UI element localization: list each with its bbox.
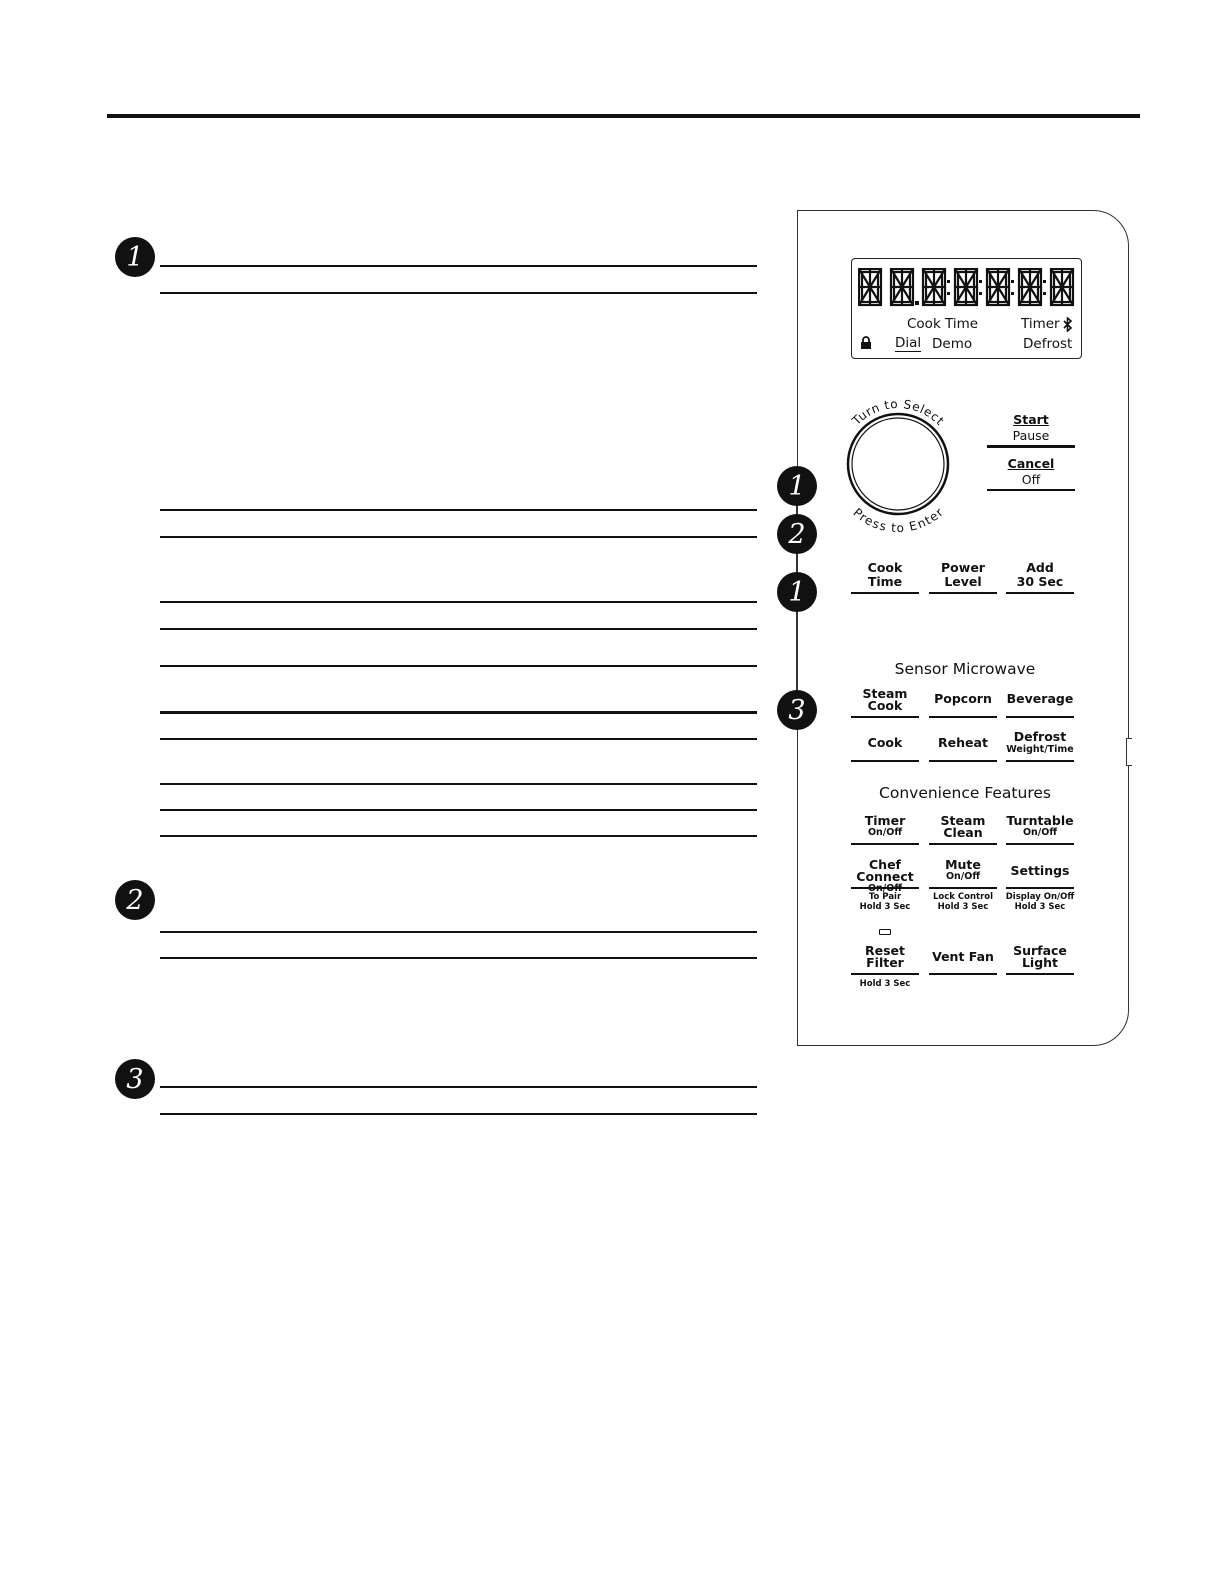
reheat-line xyxy=(929,760,997,762)
panel-marker-3: 3 xyxy=(777,690,817,730)
section-1-marker: 1 xyxy=(115,237,155,277)
lcd-demo: Demo xyxy=(932,336,973,352)
cancel-off-line xyxy=(987,489,1075,491)
panel-marker-1: 1 xyxy=(777,466,817,506)
steam-cook-button[interactable]: Steam Cook xyxy=(862,686,908,713)
table-rule xyxy=(160,835,757,837)
cook-time-line xyxy=(851,592,919,594)
panel-notch xyxy=(1126,738,1132,766)
table-rule xyxy=(160,292,757,294)
settings-line xyxy=(1006,887,1074,889)
bluetooth-icon xyxy=(1062,317,1073,332)
svg-text:Turn to Select xyxy=(849,397,947,429)
reset-filter-line xyxy=(851,973,919,975)
mute-line xyxy=(929,887,997,889)
dial-bottom-label: Press to Enter xyxy=(850,505,946,536)
add-30-sec-line xyxy=(1006,592,1074,594)
table-rule xyxy=(160,601,757,603)
settings-button[interactable]: Settings xyxy=(1010,863,1070,878)
steam-clean-line xyxy=(929,843,997,845)
lcd-dial: Dial xyxy=(895,335,922,351)
cook-button[interactable]: Cook xyxy=(867,735,903,750)
surface-light-button[interactable]: Surface Light xyxy=(1013,943,1067,970)
lcd-timer: Timer xyxy=(1021,316,1060,332)
cook-time-button[interactable]: Cook Time xyxy=(867,560,903,589)
lcd-defrost: Defrost xyxy=(1023,336,1073,352)
table-rule xyxy=(160,738,757,740)
steam-cook-line xyxy=(851,716,919,718)
lock-icon xyxy=(860,336,872,349)
table-rule xyxy=(160,957,757,959)
section-2-marker: 2 xyxy=(115,880,155,920)
table-rule xyxy=(160,1113,757,1115)
header-rule xyxy=(107,114,1140,118)
table-rule xyxy=(160,509,757,511)
power-level-line xyxy=(929,592,997,594)
vent-fan-button[interactable]: Vent Fan xyxy=(932,949,994,964)
table-rule xyxy=(160,1086,757,1088)
chef-connect-line xyxy=(851,887,919,889)
segment-digits xyxy=(858,268,1078,308)
dial-top-label: Turn to Select xyxy=(849,396,947,428)
defrost-line xyxy=(1006,760,1074,762)
cancel-off-button[interactable]: Cancel Off xyxy=(1007,456,1055,487)
mute-hint: Lock Control Hold 3 Sec xyxy=(932,892,994,912)
sensor-microwave-heading: Sensor Microwave xyxy=(894,660,1036,678)
mute-button[interactable]: Mute On/Off xyxy=(945,857,981,882)
turntable-line xyxy=(1006,843,1074,845)
timer-button[interactable]: Timer On/Off xyxy=(864,813,906,838)
reset-filter-button[interactable]: Reset Filter xyxy=(865,943,905,970)
beverage-line xyxy=(1006,716,1074,718)
power-level-button[interactable]: Power Level xyxy=(941,560,985,589)
lcd-cook-time: Cook Time xyxy=(907,316,979,332)
table-rule xyxy=(160,931,757,933)
table-rule xyxy=(160,665,757,667)
cook-line xyxy=(851,760,919,762)
start-pause-button[interactable]: Start Pause xyxy=(1012,412,1050,443)
chef-connect-hint: To Pair Hold 3 Sec xyxy=(859,892,911,912)
table-rule xyxy=(160,783,757,785)
add-30-sec-button[interactable]: Add 30 Sec xyxy=(1016,560,1064,589)
settings-hint: Display On/Off Hold 3 Sec xyxy=(1005,892,1075,912)
timer-line xyxy=(851,843,919,845)
surface-light-line xyxy=(1006,973,1074,975)
reheat-button[interactable]: Reheat xyxy=(938,735,988,750)
beverage-button[interactable]: Beverage xyxy=(1006,691,1074,706)
popcorn-line xyxy=(929,716,997,718)
turntable-button[interactable]: Turntable On/Off xyxy=(1006,813,1074,838)
vent-fan-line xyxy=(929,973,997,975)
reset-filter-hint: Hold 3 Sec xyxy=(859,979,911,989)
start-pause-line xyxy=(987,445,1075,448)
steam-clean-button[interactable]: Steam Clean xyxy=(940,813,986,840)
chef-connect-button[interactable]: Chef Connect On/Off xyxy=(856,857,914,894)
table-rule xyxy=(160,628,757,630)
section-3-marker: 3 xyxy=(115,1059,155,1099)
panel-marker-2: 2 xyxy=(777,514,817,554)
defrost-button[interactable]: Defrost Weight/Time xyxy=(1006,729,1074,755)
table-rule xyxy=(160,536,757,538)
filter-indicator-light xyxy=(879,929,891,935)
table-rule xyxy=(160,711,757,714)
table-rule xyxy=(160,809,757,811)
table-rule xyxy=(160,265,757,267)
popcorn-button[interactable]: Popcorn xyxy=(934,691,992,706)
panel-marker-1b: 1 xyxy=(777,572,817,612)
convenience-features-heading: Convenience Features xyxy=(879,784,1051,802)
selection-dial[interactable] xyxy=(830,392,966,538)
